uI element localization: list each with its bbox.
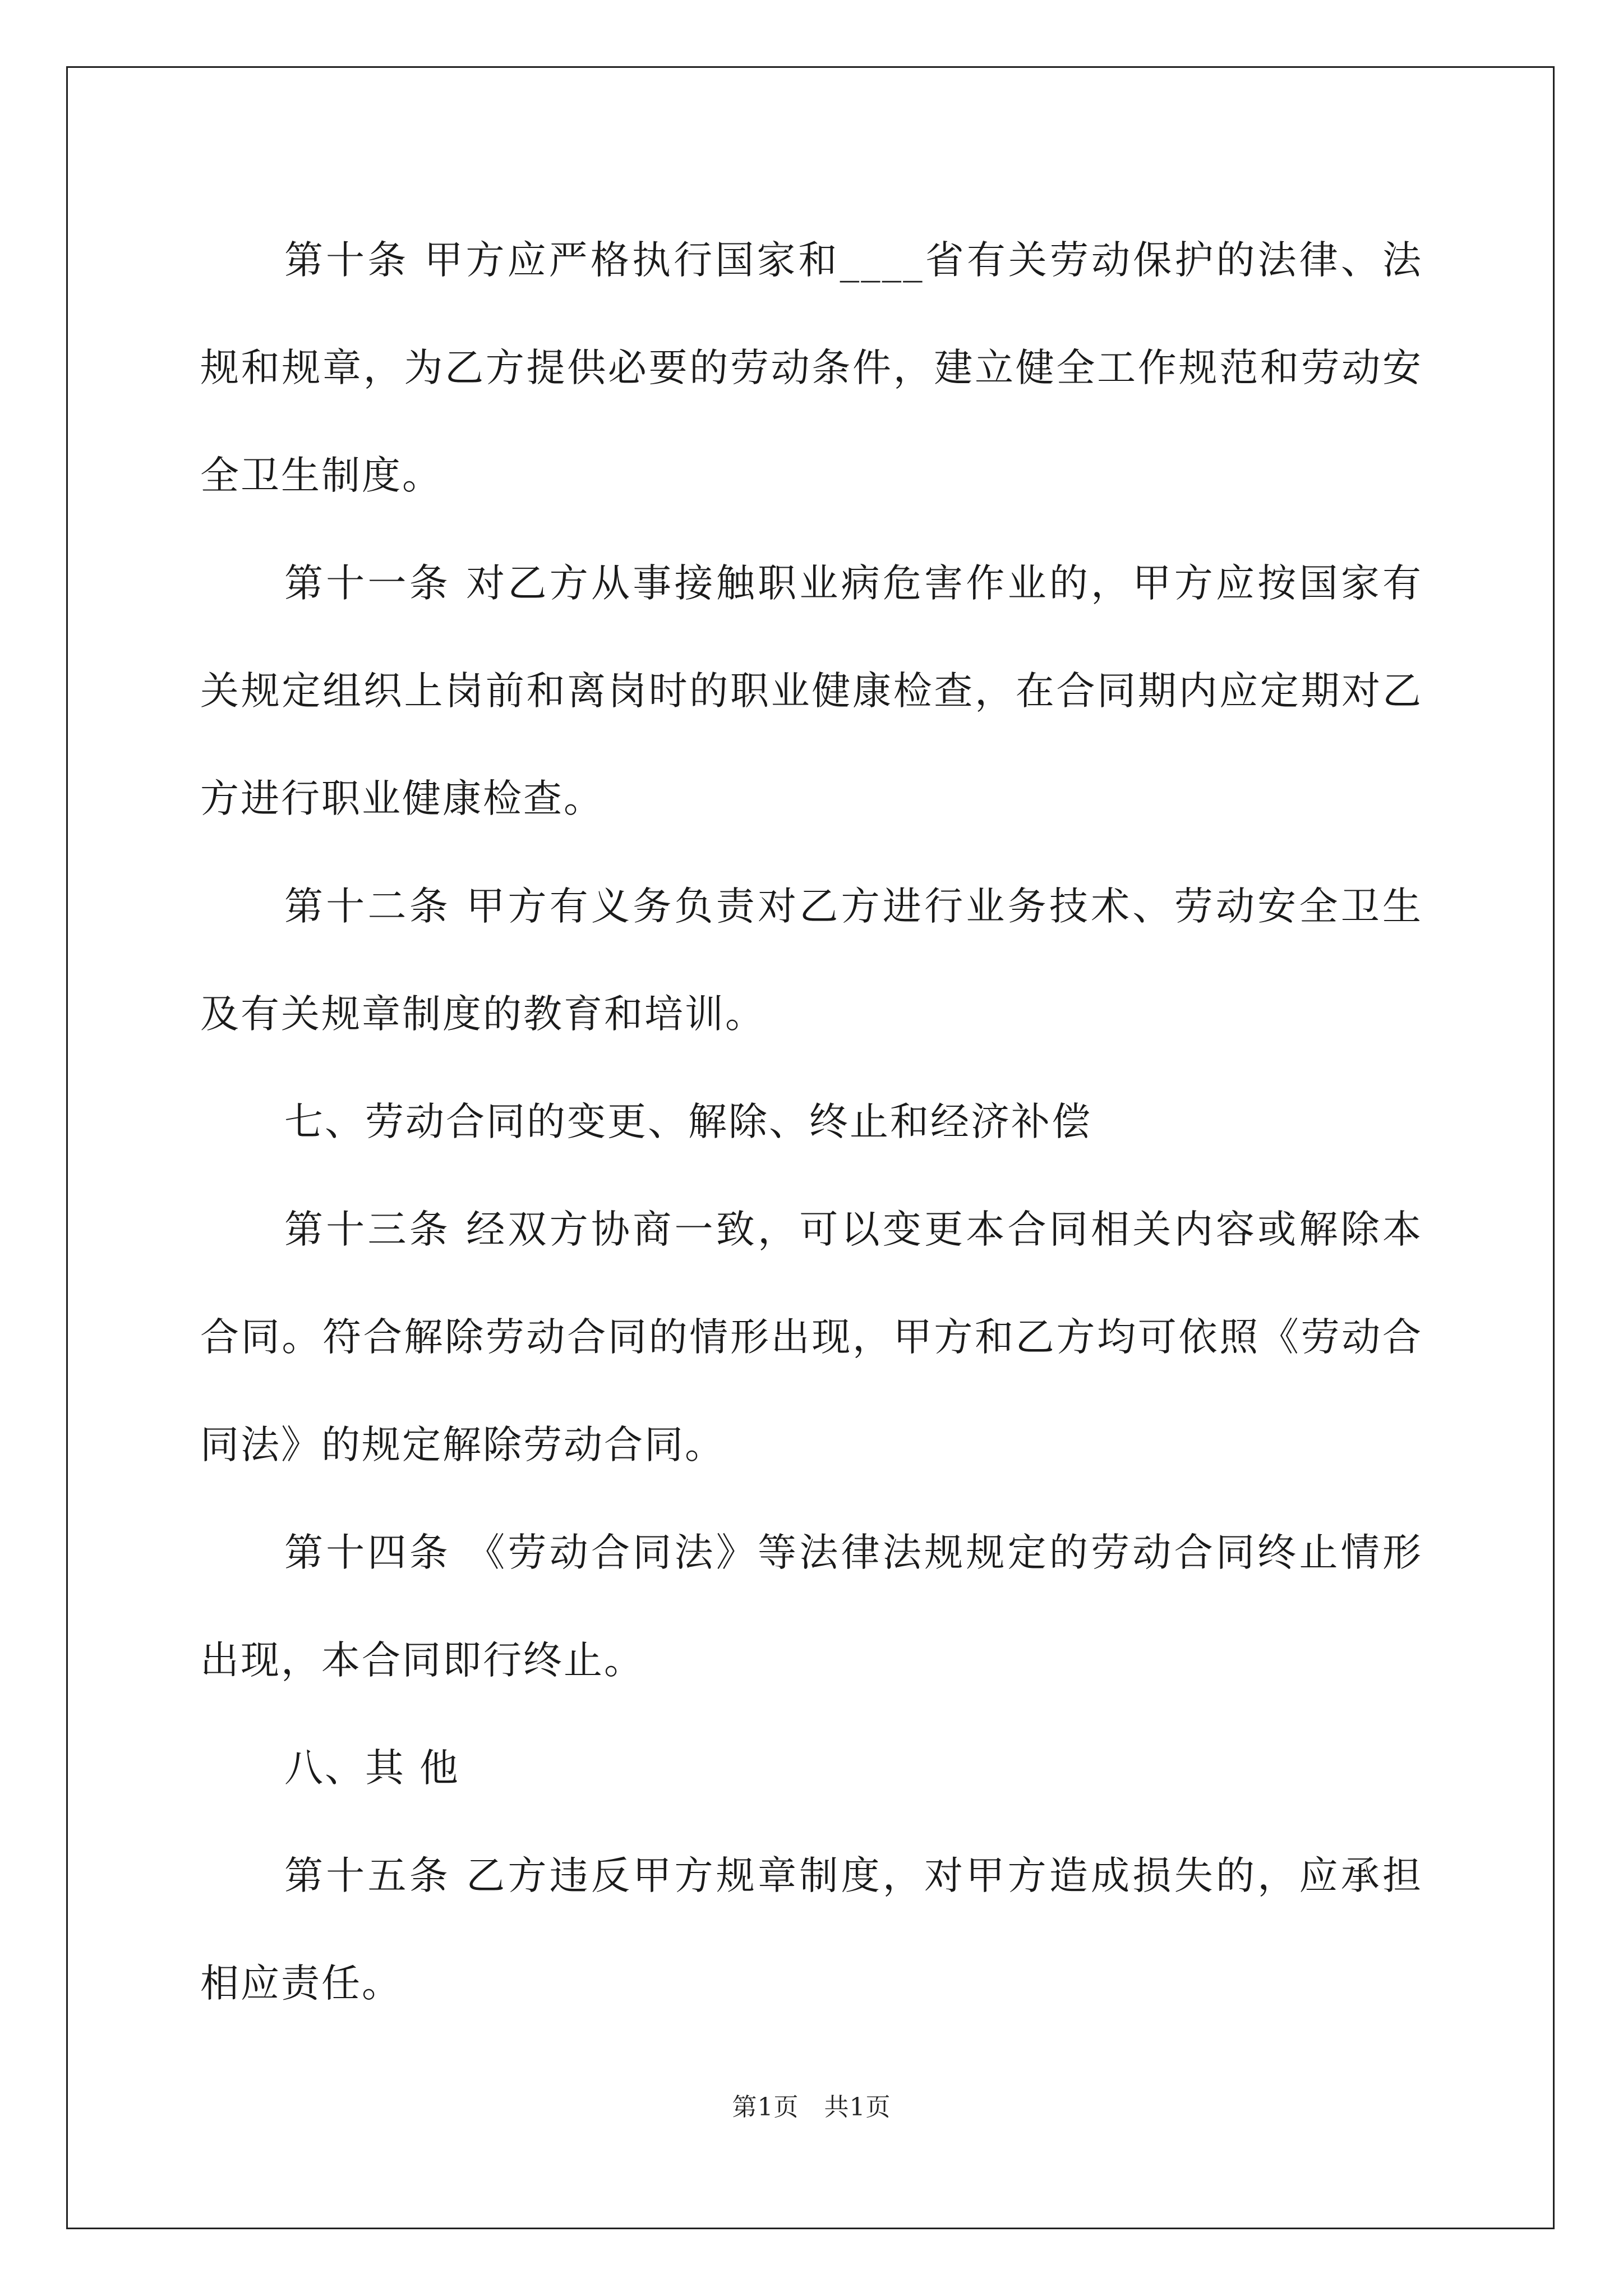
paragraph-article-12: 第十二条 甲方有义务负责对乙方进行业务技术、劳动安全卫生及有关规章制度的教育和培训。 xyxy=(200,884,1423,1037)
page-footer: 第1页 共1页 xyxy=(732,2093,891,2122)
document-body xyxy=(200,206,1423,2037)
paragraph-article-11: 第十一条 对乙方从事接触职业病危害作业的，甲方应按国家有关规定组织上岗前和离岗时的职业健康检查，在合同期内应定期对乙方进行职业健康检查。 xyxy=(200,561,1423,821)
paragraph-article-10: 第十条 甲方应严格执行国家和____省有关劳动保护的法律、法规和规章，为乙方提供必要的劳动条件，建立健全工作规范和劳动安全卫生制度。 xyxy=(200,238,1423,498)
paragraph-article-15: 第十五条 乙方违反甲方规章制度，对甲方造成损失的，应承担相应责任。 xyxy=(200,1853,1423,2006)
section-heading-7: 七、劳动合同的变更、解除、终止和经济补偿 xyxy=(284,1099,1092,1144)
section-heading-8: 八、其 他 xyxy=(284,1746,460,1791)
paragraph-article-14: 第十四条 《劳动合同法》等法律法规规定的劳动合同终止情形出现，本合同即行终止。 xyxy=(200,1530,1423,1683)
paragraph-article-13: 第十三条 经双方协商一致，可以变更本合同相关内容或解除本合同。符合解除劳动合同的情形出现，甲方和乙方均可依照《劳动合同法》的规定解除劳动合同。 xyxy=(200,1207,1423,1467)
